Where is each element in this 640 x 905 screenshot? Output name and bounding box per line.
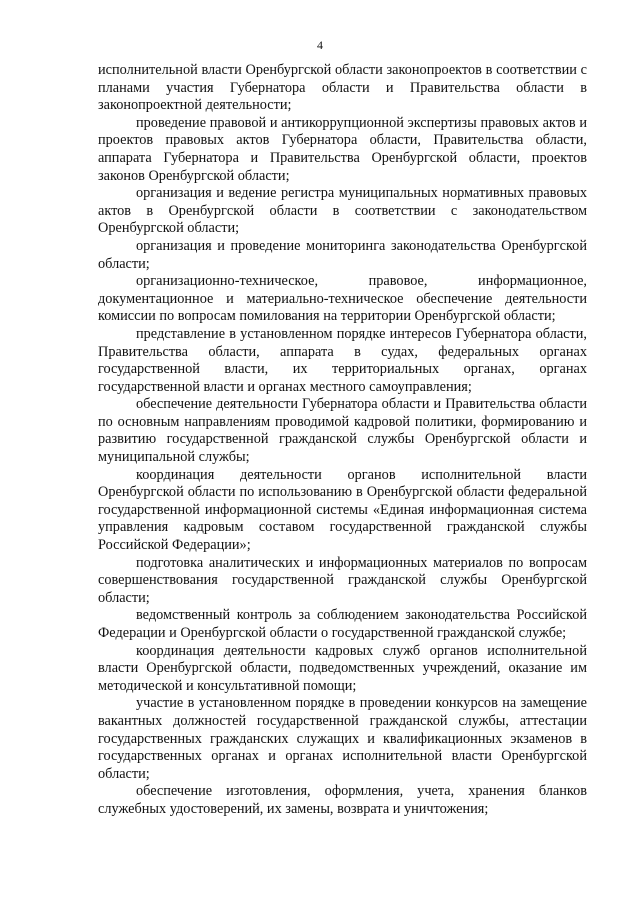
paragraph: обеспечение изготовления, оформления, учета, хранения бланков служебных удостоверений, их замены, возврата и уничтожения;: [98, 783, 587, 817]
paragraph: обеспечение деятельности Губернатора области и Правительства области по основным направлениям проводимой кадровой политики, формированию и развитию государственной гражданской службы Оренбургской области и муниципальной службы;: [98, 396, 587, 466]
paragraph: участие в установленном порядке в проведении конкурсов на замещение вакантных должностей государственной гражданской службы, аттестации государственных гражданских служащих и квалификационных экзаменов в государственных органах и органах исполнительной власти Оренбургской области;: [98, 695, 587, 782]
paragraph: подготовка аналитических и информационных материалов по вопросам совершенствования государственной гражданской службы Оренбургской области;: [98, 554, 587, 606]
paragraph: проведение правовой и антикоррупционной экспертизы правовых актов и проектов правовых актов Губернатора области, Правительства области, аппарата Губернатора и Правительства Оренбургской области, проектов законов Оренбургской области;: [98, 114, 587, 184]
paragraph: координация деятельности органов исполнительной власти Оренбургской области по использованию в Оренбургской области федеральной государственной информационной системы «Единая информационная система управления кадровым составом государственной гражданской службы Российской Федерации»;: [98, 466, 587, 554]
paragraph: организация и ведение регистра муниципальных нормативных правовых актов в Оренбургской области в соответствии с законодательством Оренбургской области;: [98, 185, 587, 237]
document-body: [98, 62, 587, 819]
page-number: 4: [317, 38, 323, 52]
paragraph: организация и проведение мониторинга законодательства Оренбургской области;: [98, 237, 587, 272]
paragraph: представление в установленном порядке интересов Губернатора области, Правительства области, аппарата в судах, федеральных органах государственной власти, их территориальных органах, органах государственной власти и органах местного самоуправления;: [98, 325, 587, 395]
paragraph: координация деятельности кадровых служб органов исполнительной власти Оренбургской области, подведомственных учреждений, оказание им методической и консультативной помощи;: [98, 642, 587, 694]
paragraph: исполнительной власти Оренбургской области законопроектов в соответствии с планами участия Губернатора области и Правительства области в законопроектной деятельности;: [98, 62, 587, 114]
paragraph: организационно-техническое, правовое, информационное, документационное и материально-техническое обеспечение деятельности комиссии по вопросам помилования на территории Оренбургской области;: [98, 273, 587, 325]
paragraph: ведомственный контроль за соблюдением законодательства Российской Федерации и Оренбургской области о государственной гражданской службе;: [98, 607, 587, 641]
